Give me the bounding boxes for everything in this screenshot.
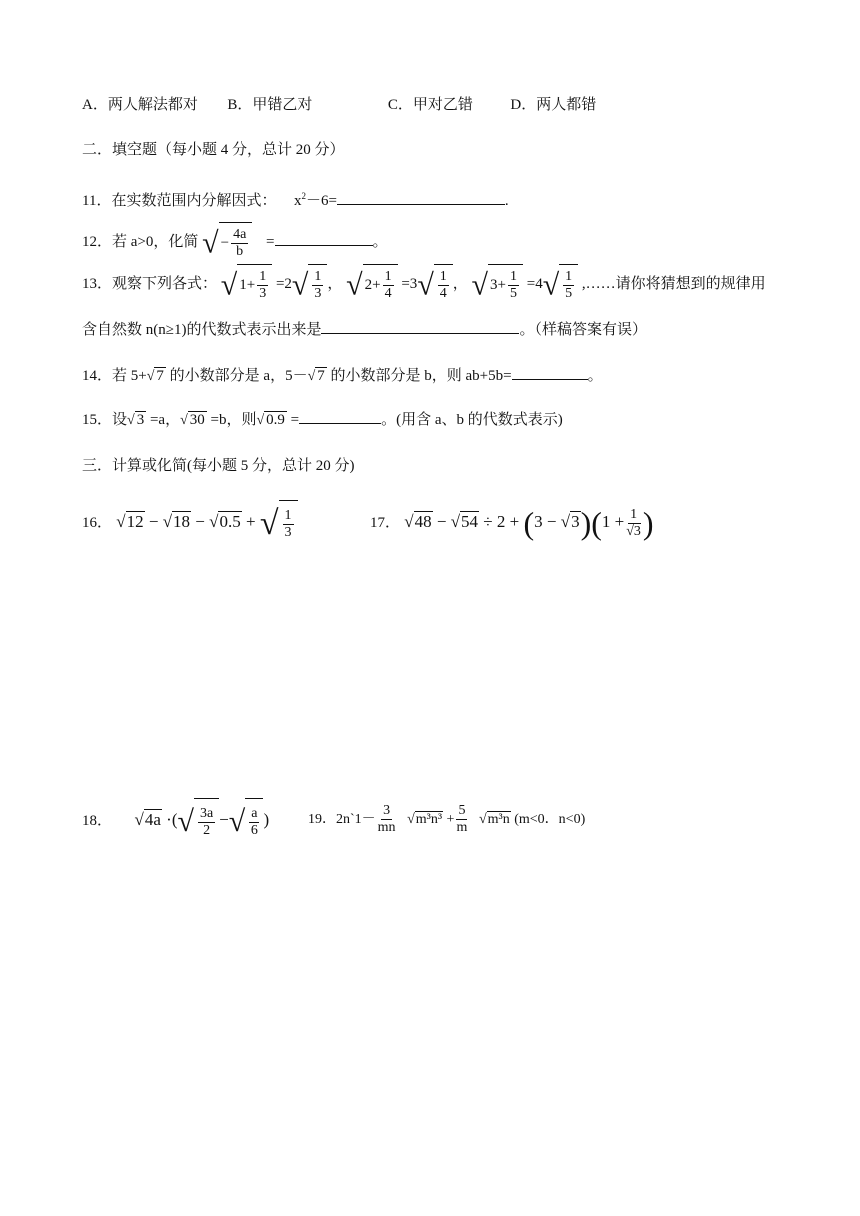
option-d: D．两人都错 bbox=[510, 97, 597, 113]
question-12: 12．若 a>0，化简 √ − $\frac{4a}{b}$ = 。 bbox=[82, 222, 388, 262]
question-16: 16． √12 − √18 − √0.5 + √ $\frac{1}{3}$ bbox=[82, 500, 298, 544]
question-10-options bbox=[82, 95, 596, 115]
answer-blank[interactable] bbox=[299, 410, 381, 424]
term-3: √ 3+ $\frac{1}{5}$ =4√ $\frac{1}{5}$ bbox=[472, 276, 582, 292]
term-2: √ 2+ $\frac{1}{4}$ =3√ $\frac{1}{4}$ ， bbox=[346, 276, 471, 292]
sqrt-expression: √ − $\frac{4a}{b}$ bbox=[202, 222, 252, 264]
answer-blank[interactable] bbox=[337, 191, 505, 205]
question-11: 11．在实数范围内分解因式： $x^2-6=$ . bbox=[82, 191, 509, 209]
option-c: C．甲对乙错 bbox=[387, 97, 473, 113]
section-2-title: 二．填空题（每小题 4 分，总计 20 分） bbox=[82, 142, 345, 158]
answer-blank[interactable] bbox=[275, 232, 373, 246]
question-14: 14．若 5+√ 7 的小数部分是 a，5－√ 7 的小数部分是 b，则 ab+5b= 。 bbox=[82, 368, 603, 384]
question-13-line-2: 含自然数 n(n≥1)的代数式表示出来是 。（样稿答案有误） bbox=[82, 322, 647, 338]
option-b: B．甲错乙对 bbox=[227, 97, 313, 113]
question-13: 13．观察下列各式： √ 1+ $\frac{1}{3}$ =2√ $\frac{1}{3}$ ， √ 2+ $\frac{1}{4}$ =3√ $\frac{1}{4}$ ， √ 3+ $\frac{1}{5}$ =4√ $\frac{1}{5}$ ,……请你将猜想到的规律用 bbox=[82, 264, 766, 304]
question-17: 17． √48 − √54 ÷ 2 + (3 − √3)(1 + $\frac{1}{√3}$ ) bbox=[370, 505, 654, 542]
term-1: √ 1+ $\frac{1}{3}$ =2√ $\frac{1}{3}$ ， bbox=[221, 276, 346, 292]
answer-blank[interactable] bbox=[321, 320, 519, 334]
question-15: 15．设√ 3 =a，√ 30 =b，则√ 0.9 = 。(用含 a、b 的代数式表示) bbox=[82, 412, 563, 428]
question-19: 19．2n`1－ $\frac{3}{mn}$ √m³n³ + $\frac{5}{m}$ √m³n (m<0．n<0) bbox=[308, 803, 586, 836]
section-3-title: 三．计算或化简(每小题 5 分，总计 20 分) bbox=[82, 458, 355, 474]
answer-blank[interactable] bbox=[512, 366, 588, 380]
option-a: A．两人解法都对 bbox=[82, 97, 198, 113]
question-18: 18． √4a ·(√ $\frac{3a}{2}$ −√ $\frac{a}{6}$ ) bbox=[82, 798, 269, 842]
